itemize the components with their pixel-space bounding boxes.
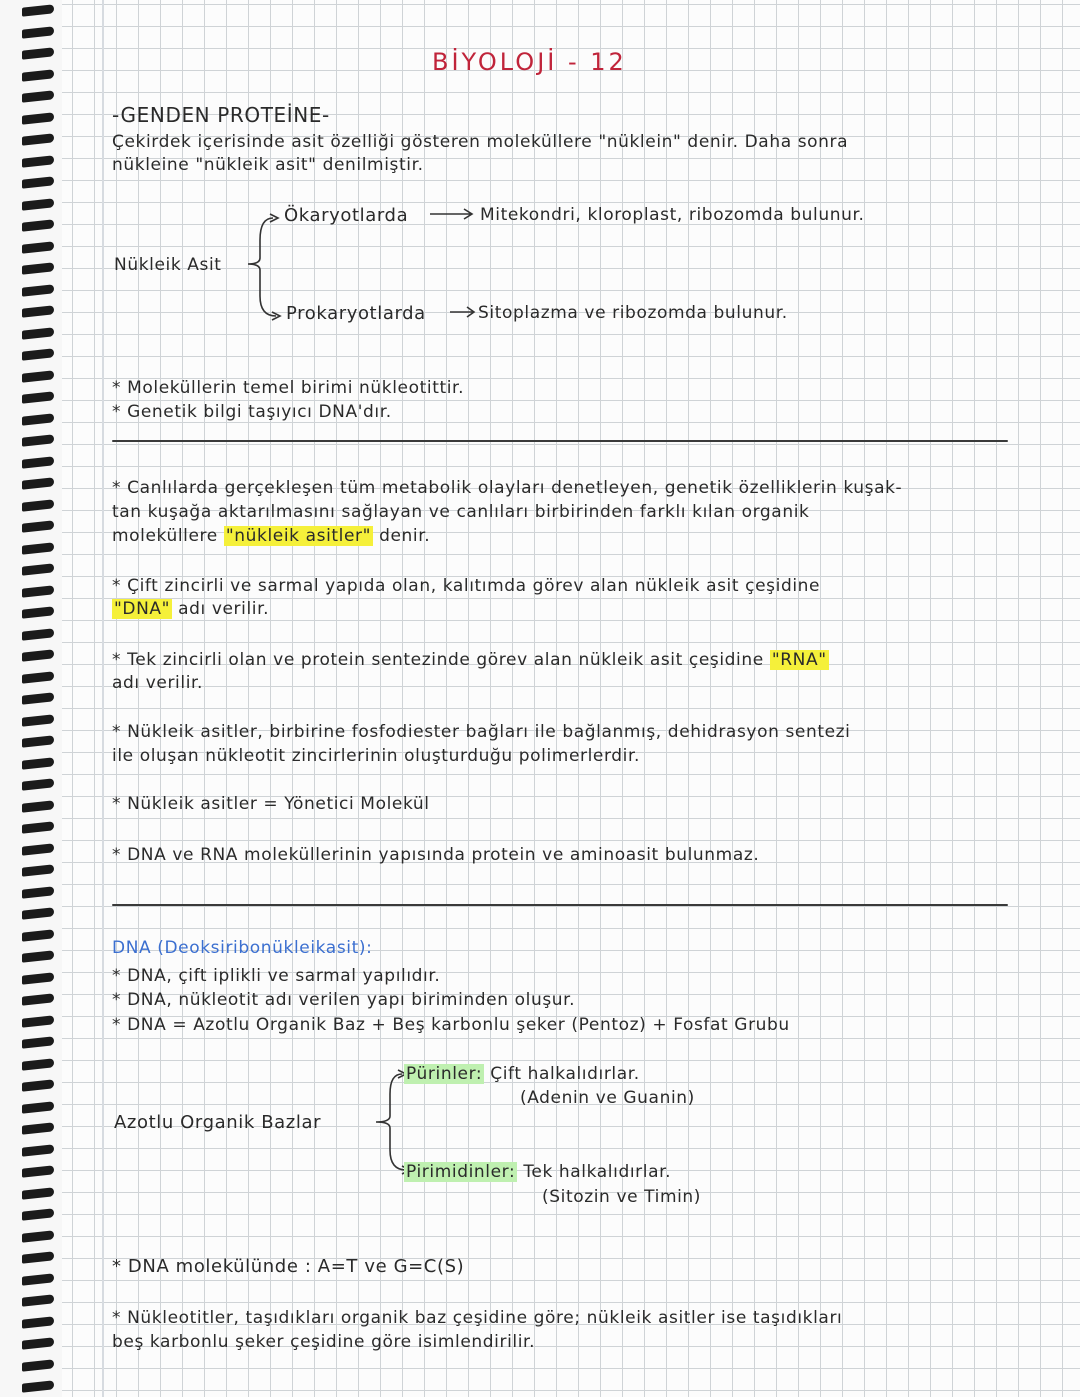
intro-line-2: nükleine "nükleik asit" denilmiştir. bbox=[112, 155, 424, 175]
nucleic-acid-branch-label: Nükleik Asit bbox=[114, 255, 222, 275]
binding-ring bbox=[22, 671, 54, 683]
highlight-rna: "RNA" bbox=[771, 650, 827, 670]
binding-ring bbox=[22, 993, 54, 1005]
bullet-nucleotide-unit: * Moleküllerin temel birimi nükleotittir. bbox=[112, 378, 465, 398]
margin-line bbox=[102, 0, 104, 1397]
binding-ring bbox=[22, 305, 54, 317]
binding-ring bbox=[22, 778, 54, 790]
binding-ring bbox=[22, 1101, 54, 1113]
paragraph-no-protein: * DNA ve RNA moleküllerinin yapısında protein ve aminoasit bulunmaz. bbox=[112, 845, 760, 865]
binding-ring bbox=[22, 4, 54, 16]
binding-ring bbox=[22, 1015, 54, 1027]
paragraph-nucleic-acids-line-2: tan kuşağa aktarılmasını sağlayan ve canlıları birbirinden farklı kılan organik bbox=[112, 502, 810, 522]
binding-ring bbox=[22, 1380, 54, 1392]
pyrimidine-label: Pirimidinler: bbox=[406, 1162, 516, 1182]
binding-ring bbox=[22, 370, 54, 382]
spiral-binding bbox=[0, 0, 62, 1397]
binding-ring bbox=[22, 413, 54, 425]
paragraph-rna-line-2: adı verilir. bbox=[112, 673, 204, 693]
pyrimidine-examples: (Sitozin ve Timin) bbox=[542, 1187, 702, 1207]
bases-branch-label: Azotlu Organik Bazlar bbox=[114, 1112, 322, 1133]
divider bbox=[112, 904, 1008, 906]
dna-bullet-double-strand: * DNA, çift iplikli ve sarmal yapılıdır. bbox=[112, 966, 441, 986]
text-fragment: * Tek zincirli olan ve protein sentezinde görev alan nükleik asit çeşidine bbox=[112, 650, 764, 670]
bullet-genetic-carrier: * Genetik bilgi taşıyıcı DNA'dır. bbox=[112, 402, 392, 422]
paragraph-dna-line-2 bbox=[112, 599, 269, 619]
binding-ring bbox=[22, 692, 54, 704]
binding-ring bbox=[22, 563, 54, 575]
binding-ring bbox=[22, 1165, 54, 1177]
binding-ring bbox=[22, 1337, 54, 1349]
binding-ring bbox=[22, 1122, 54, 1134]
page-title: BİYOLOJİ - 12 bbox=[432, 48, 627, 76]
purine-examples: (Adenin ve Guanin) bbox=[520, 1088, 695, 1108]
binding-ring bbox=[22, 1251, 54, 1263]
eukaryote-label: Ökaryotlarda bbox=[284, 205, 409, 226]
binding-ring bbox=[22, 649, 54, 661]
prokaryote-label: Prokaryotlarda bbox=[286, 303, 426, 324]
purine-label: Pürinler: bbox=[406, 1064, 483, 1084]
binding-ring bbox=[22, 1079, 54, 1091]
binding-ring bbox=[22, 1294, 54, 1306]
binding-ring bbox=[22, 1208, 54, 1220]
binding-ring bbox=[22, 69, 54, 81]
binding-ring bbox=[22, 1036, 54, 1048]
binding-ring bbox=[22, 520, 54, 532]
dna-bullet-nucleotide: * DNA, nükleotit adı verilen yapı biriminden oluşur. bbox=[112, 990, 576, 1010]
binding-ring bbox=[22, 950, 54, 962]
binding-ring bbox=[22, 456, 54, 468]
binding-ring bbox=[22, 241, 54, 253]
binding-ring bbox=[22, 477, 54, 489]
paragraph-dna-line-1: * Çift zincirli ve sarmal yapıda olan, kalıtımda görev alan nükleik asit çeşidine bbox=[112, 576, 821, 596]
binding-ring bbox=[22, 262, 54, 274]
binding-ring bbox=[22, 90, 54, 102]
binding-ring bbox=[22, 628, 54, 640]
binding-ring bbox=[22, 284, 54, 296]
binding-ring bbox=[22, 1058, 54, 1070]
paragraph-polymer-line-2: ile oluşan nükleotit zincirlerinin oluşturduğu polimerlerdir. bbox=[112, 746, 641, 766]
binding-ring bbox=[22, 1359, 54, 1371]
binding-ring bbox=[22, 391, 54, 403]
binding-ring bbox=[22, 434, 54, 446]
binding-ring bbox=[22, 757, 54, 769]
binding-ring bbox=[22, 821, 54, 833]
binding-ring bbox=[22, 155, 54, 167]
binding-ring bbox=[22, 843, 54, 855]
purine-text: Çift halkalıdırlar. bbox=[490, 1064, 640, 1084]
binding-ring bbox=[22, 348, 54, 360]
purine-row bbox=[404, 1064, 640, 1084]
binding-ring bbox=[22, 606, 54, 618]
binding-ring bbox=[22, 219, 54, 231]
binding-ring bbox=[22, 112, 54, 124]
paragraph-nucleic-acids-line-3 bbox=[112, 526, 430, 546]
naming-line-2: beş karbonlu şeker çeşidine göre isimlendirilir. bbox=[112, 1332, 536, 1352]
pyrimidine-text: Tek halkalıdırlar. bbox=[523, 1162, 672, 1182]
dna-heading: DNA (Deoksiribonükleikasit): bbox=[112, 938, 373, 958]
paragraph-manager-molecule: * Nükleik asitler = Yönetici Molekül bbox=[112, 794, 430, 814]
eukaryote-text: Mitekondri, kloroplast, ribozomda bulunur. bbox=[480, 205, 865, 225]
binding-ring bbox=[22, 499, 54, 511]
section-heading-gene-to-protein: -GENDEN PROTEİNE- bbox=[112, 103, 330, 127]
text-fragment: denir. bbox=[379, 526, 431, 546]
binding-ring bbox=[22, 864, 54, 876]
binding-ring bbox=[22, 1187, 54, 1199]
paragraph-nucleic-acids-line-1: * Canlılarda gerçekleşen tüm metabolik olayları denetleyen, genetik özelliklerin kuşak- bbox=[112, 478, 903, 498]
binding-ring bbox=[22, 542, 54, 554]
binding-ring bbox=[22, 800, 54, 812]
binding-ring bbox=[22, 1273, 54, 1285]
dna-base-pairing: * DNA molekülünde : A=T ve G=C(S) bbox=[112, 1256, 465, 1277]
binding-ring bbox=[22, 198, 54, 210]
binding-ring bbox=[22, 1316, 54, 1328]
naming-line-1: * Nükleotitler, taşıdıkları organik baz çeşidine göre; nükleik asitler ise taşıdıkları bbox=[112, 1308, 843, 1328]
binding-ring bbox=[22, 714, 54, 726]
binding-ring bbox=[22, 972, 54, 984]
intro-line-1: Çekirdek içerisinde asit özelliği gösteren moleküllere "nüklein" denir. Daha sonra bbox=[112, 132, 849, 152]
arrow-icon bbox=[428, 206, 478, 222]
binding-ring bbox=[22, 327, 54, 339]
binding-ring bbox=[22, 735, 54, 747]
binding-ring bbox=[22, 26, 54, 38]
text-fragment: adı verilir. bbox=[178, 599, 270, 619]
pyrimidine-row bbox=[404, 1162, 671, 1182]
text-fragment: moleküllere bbox=[112, 526, 218, 546]
highlight-nucleic-acids: "nükleik asitler" bbox=[225, 526, 372, 546]
prokaryote-text: Sitoplazma ve ribozomda bulunur. bbox=[478, 303, 788, 323]
binding-ring bbox=[22, 585, 54, 597]
dna-bullet-formula: * DNA = Azotlu Organik Baz + Beş karbonlu şeker (Pentoz) + Fosfat Grubu bbox=[112, 1015, 790, 1035]
binding-ring bbox=[22, 176, 54, 188]
binding-ring bbox=[22, 133, 54, 145]
divider bbox=[112, 440, 1008, 442]
binding-ring bbox=[22, 929, 54, 941]
arrow-icon bbox=[448, 304, 478, 320]
binding-ring bbox=[22, 886, 54, 898]
paragraph-rna-line-1 bbox=[112, 650, 829, 670]
highlight-dna: "DNA" bbox=[114, 599, 171, 619]
binding-ring bbox=[22, 1144, 54, 1156]
paragraph-polymer-line-1: * Nükleik asitler, birbirine fosfodiester bağları ile bağlanmış, dehidrasyon sentezi bbox=[112, 722, 851, 742]
binding-ring bbox=[22, 907, 54, 919]
binding-ring bbox=[22, 1230, 54, 1242]
binding-ring bbox=[22, 47, 54, 59]
